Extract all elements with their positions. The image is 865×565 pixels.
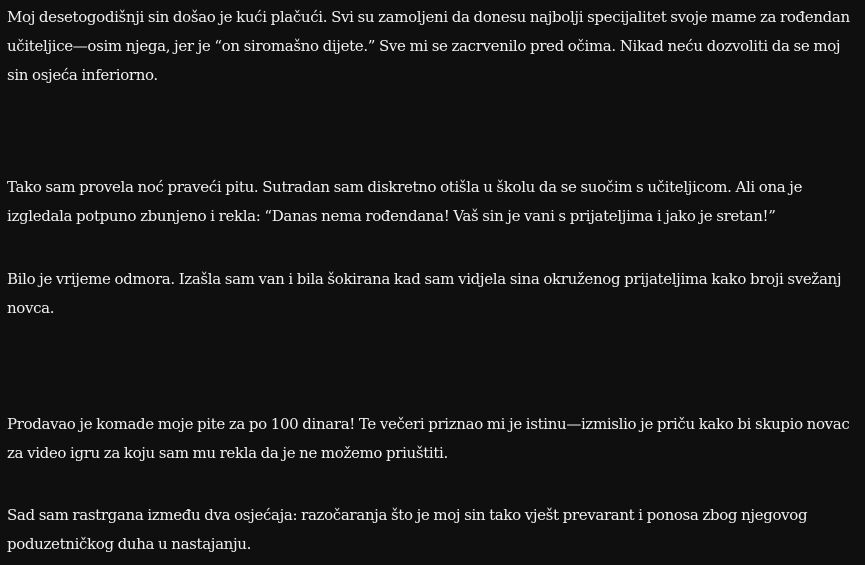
article-paragraph: Prodavao je komade moje pite za po 100 dinara! Te večeri priznao mi je istinu—izmislio je priču kako bi skupio novac za video igru za koju sam mu rekla da je ne možemo priuštiti. [7,415,850,462]
article-paragraph: Tako sam provela noć praveći pitu. Sutradan sam diskretno otišla u školu da se suočim s učiteljicom. Ali ona je izgledala potpuno zbunjeno i rekla: “Danas nema rođendana! Vaš sin je vani s prijateljima i jako je sretan!” [7,178,803,225]
article-paragraph: Sad sam rastrgana između dva osjećaja: razočaranja što je moj sin tako vješt prevarant i ponosa zbog njegovog poduzetničkog duha u nastajanju. [7,506,808,553]
article-paragraph: Moj desetogodišnji sin došao je kući plačući. Svi su zamoljeni da donesu najbolji specijalitet svoje mame za rođendan učiteljice—osim njega, jer je “on siromašno dijete.” Sve mi se zacrvenilo pred očima. Nikad neću dozvoliti da se moj sin osjeća inferiorno. [7,8,850,84]
article-paragraph: Bilo je vrijeme odmora. Izašla sam van i bila šokirana kad sam vidjela sina okruženog prijateljima kako broji svežanj novca. [7,270,842,317]
